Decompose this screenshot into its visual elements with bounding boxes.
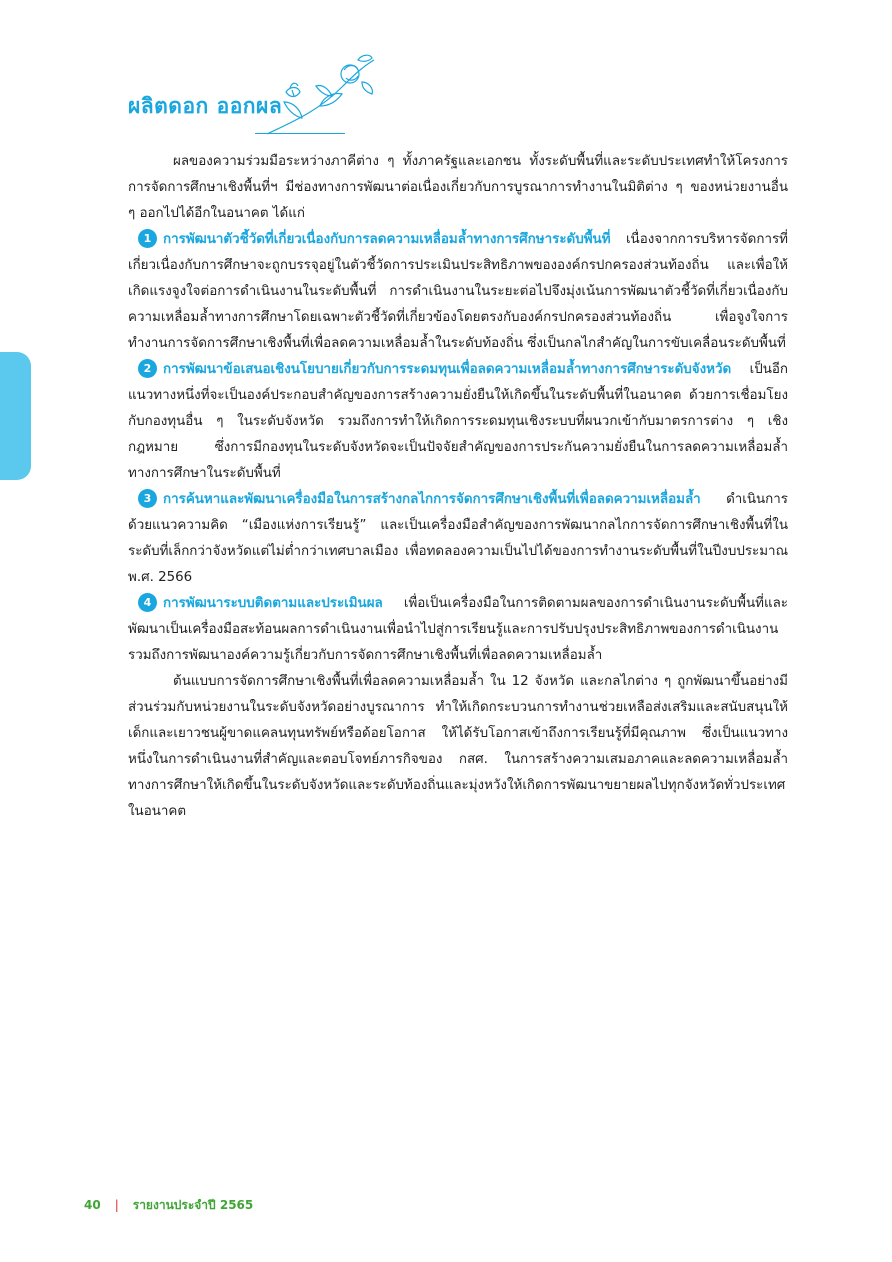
item-body: เนื่องจากการบริหารจัดการที่เกี่ยวเนื่องกับการศึกษาจะถูกบรรจุอยู่ในตัวชี้วัดการประเมินประสิทธิภาพขององค์กรปกครองส่วนท้องถิ่น และเพื่อให้เกิดแรงจูงใจต่อการดำเนินงานในระดับพื้นที่ การดำเนินงานในระยะต่อไปจึงมุ่งเน้นการพัฒนาตัวชี้วัดที่เกี่ยวเนื่องกับความเหลื่อมล้ำทางการศึกษาโดยเฉพาะตัวชี้วัดที่เกี่ยวข้องโดยตรงกับองค์กรปกครองส่วนท้องถิ่น เพื่อจูงใจการทำงานการจัดการศึกษาเชิงพื้นที่เพื่อลดความเหลื่อมล้ำในระดับท้องถิ่น ซึ่งเป็นกลไกสำคัญในการขับเคลื่อนระดับพื้นที่ (128, 232, 788, 351)
number-badge-icon: 3 (138, 489, 157, 508)
item-title: การพัฒนาตัวชี้วัดที่เกี่ยวเนื่องกับการลดความเหลื่อมล้ำทางการศึกษาระดับพื้นที่ (163, 232, 611, 247)
number-badge-icon: 4 (138, 593, 157, 612)
item-body: ดำเนินการด้วยแนวความคิด “เมืองแห่งการเรียนรู้” และเป็นเครื่องมือสำคัญของการพัฒนากลไกการจัดการศึกษาเชิงพื้นที่ในระดับที่เล็กกว่าจังหวัดแต่ไม่ต่ำกว่าเทศบาลเมือง เพื่อทดลองความเป็นไปได้ของการทำงานระดับพื้นที่ในปีงบประมาณ พ.ศ. 2566 (128, 492, 788, 585)
item-title: การพัฒนาข้อเสนอเชิงนโยบายเกี่ยวกับการระดมทุนเพื่อลดความเหลื่อมล้ำทางการศึกษาระดับจังหวัด (163, 362, 732, 377)
list-item (128, 487, 788, 591)
footer-separator: | (114, 1198, 119, 1212)
report-title: รายงานประจำปี 2565 (132, 1198, 254, 1212)
item-title: การพัฒนาระบบติดตามและประเมินผล (163, 596, 383, 611)
number-badge-icon: 2 (138, 359, 157, 378)
list-item (128, 591, 788, 669)
item-title: การค้นหาและพัฒนาเครื่องมือในการสร้างกลไกการจัดการศึกษาเชิงพื้นที่เพื่อลดความเหลื่อมล้ำ (163, 492, 701, 507)
page-number: 40 (84, 1198, 101, 1212)
section-heading: ผลิตดอก ออกผล (128, 94, 283, 118)
list-item (128, 227, 788, 357)
conclusion-paragraph: ต้นแบบการจัดการศึกษาเชิงพื้นที่เพื่อลดความเหลื่อมล้ำ ใน 12 จังหวัด และกลไกต่าง ๆ ถูกพัฒนาขึ้นอย่างมีส่วนร่วมกับหน่วยงานในระดับจังหวัดอย่างบูรณาการ ทำให้เกิดกระบวนการทำงานช่วยเหลือส่งเสริมและสนับสนุนให้เด็กและเยาวชนผู้ขาดแคลนทุนทรัพย์หรือด้อยโอกาส ให้ได้รับโอกาสเข้าถึงการเรียนรู้ที่มีคุณภาพ ซึ่งเป็นแนวทางหนึ่งในการดำเนินงานที่สำคัญและตอบโจทย์ภารกิจของ กสศ. ในการสร้างความเสมอภาคและลดความเหลื่อมล้ำทางการศึกษาให้เกิดขึ้นในระดับจังหวัดและระดับท้องถิ่นและมุ่งหวังให้เกิดการพัฒนาขยายผลไปทุกจังหวัดทั่วประเทศในอนาคต (128, 674, 788, 819)
item-body: เป็นอีกแนวทางหนึ่งที่จะเป็นองค์ประกอบสำคัญของการสร้างความยั่งยืนให้เกิดขึ้นในระดับพื้นที่ในอนาคต ด้วยการเชื่อมโยงกับกองทุนอื่น ๆ ในระดับจังหวัด รวมถึงการทำให้เกิดการระดมทุนเชิงระบบที่ผนวกเข้ากับมาตรการต่าง ๆ เชิงกฎหมาย ซึ่งการมีกองทุนในระดับจังหวัดจะเป็นปัจจัยสำคัญของการประกันความยั่งยืนในการลดความเหลื่อมล้ำทางการศึกษาในระดับพื้นที่ (128, 362, 788, 481)
heading-underline (255, 133, 345, 134)
intro-paragraph: ผลของความร่วมมือระหว่างภาคีต่าง ๆ ทั้งภาครัฐและเอกชน ทั้งระดับพื้นที่และระดับประเทศทำให้โครงการการจัดการศึกษาเชิงพื้นที่ฯ มีช่องทางการพัฒนาต่อเนื่องเกี่ยวกับการบูรณาการทำงานในมิติต่าง ๆ ของหน่วยงานอื่น ๆ ออกไปได้อีกในอนาคต ได้แก่ (128, 154, 788, 221)
item-body: เพื่อเป็นเครื่องมือในการติดตามผลของการดำเนินงานระดับพื้นที่และพัฒนาเป็นเครื่องมือสะท้อนผลการดำเนินงานเพื่อนำไปสู่การเรียนรู้และการปรับปรุงประสิทธิภาพของการดำเนินงาน รวมถึงการพัฒนาองค์ความรู้เกี่ยวกับการจัดการศึกษาเชิงพื้นที่เพื่อลดความเหลื่อมล้ำ (128, 596, 788, 663)
list-item (128, 357, 788, 487)
page-footer (84, 1196, 253, 1215)
chapter-side-tab (0, 352, 31, 480)
article-body (128, 149, 788, 825)
number-badge-icon: 1 (138, 229, 157, 248)
